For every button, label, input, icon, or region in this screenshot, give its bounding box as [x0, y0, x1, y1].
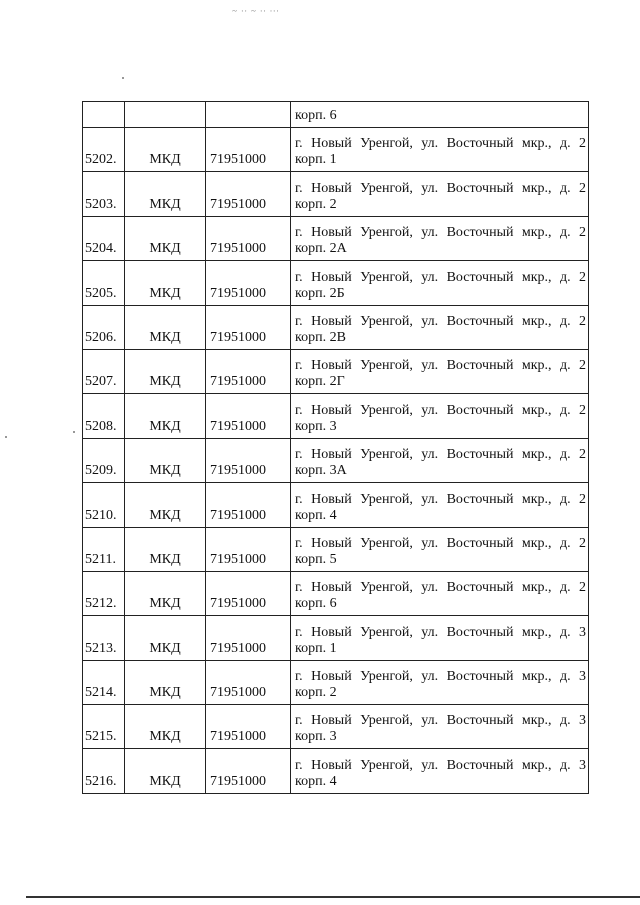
address-word: Уренгой, [360, 313, 413, 329]
address-word: ул. [421, 136, 439, 152]
oktmo-code-cell [206, 102, 291, 128]
table-row [83, 102, 589, 128]
address-word: Новый [311, 269, 352, 285]
oktmo-code-cell: 71951000 [206, 216, 291, 260]
address-continuation: корп. 6 [295, 108, 337, 123]
address-word: Восточный [446, 225, 514, 241]
table-row [83, 349, 589, 393]
row-number-cell: 5209. [83, 438, 125, 482]
address-word: г. [295, 313, 303, 329]
address-word: мкр., [521, 624, 552, 640]
address-word: Новый [311, 136, 352, 152]
address-word: д. [559, 669, 571, 685]
address-word: Новый [311, 580, 352, 596]
address-word: 2 [579, 269, 586, 285]
address-word: Уренгой, [360, 447, 413, 463]
address-line-1 [295, 669, 586, 685]
address-word: д. [559, 624, 571, 640]
address-word: Новый [311, 180, 352, 196]
address-word: Уренгой, [360, 580, 413, 596]
object-type-cell: МКД [125, 305, 206, 349]
object-type-cell: МКД [125, 527, 206, 571]
address-word: Новый [311, 713, 352, 729]
address-cell [291, 616, 589, 660]
object-type-cell: МКД [125, 749, 206, 793]
address-line-2: корп. 2В [295, 329, 346, 345]
address-line-2: корп. 1 [295, 640, 337, 656]
oktmo-code-cell: 71951000 [206, 349, 291, 393]
row-number-cell: 5207. [83, 349, 125, 393]
address-word: ул. [421, 669, 439, 685]
address-cell [291, 571, 589, 615]
address-word: г. [295, 535, 303, 551]
row-number-cell [83, 102, 125, 128]
address-word: Уренгой, [360, 269, 413, 285]
address-word: Восточный [446, 713, 514, 729]
table-row [83, 483, 589, 527]
oktmo-code-cell: 71951000 [206, 749, 291, 793]
address-word: ул. [421, 402, 439, 418]
address-cell [291, 216, 589, 260]
address-cell [291, 527, 589, 571]
address-word: Уренгой, [360, 757, 413, 773]
address-line-2: корп. 2Г [295, 374, 345, 390]
address-cell [291, 172, 589, 216]
scan-speck [122, 77, 124, 79]
address-word: Уренгой, [360, 535, 413, 551]
address-word: г. [295, 713, 303, 729]
oktmo-code-cell: 71951000 [206, 305, 291, 349]
address-word: г. [295, 180, 303, 196]
address-word: мкр., [521, 491, 552, 507]
address-word: Новый [311, 358, 352, 374]
table-row [83, 128, 589, 172]
row-number-cell: 5203. [83, 172, 125, 216]
address-word: д. [559, 225, 571, 241]
address-word: д. [559, 136, 571, 152]
address-word: мкр., [521, 580, 552, 596]
address-word: ул. [421, 447, 439, 463]
address-word: Уренгой, [360, 669, 413, 685]
address-word: 2 [579, 491, 586, 507]
address-line-2: корп. 2А [295, 241, 347, 257]
address-word: Новый [311, 447, 352, 463]
address-line-2: корп. 1 [295, 152, 337, 168]
address-word: 2 [579, 180, 586, 196]
address-word: д. [559, 180, 571, 196]
address-word: г. [295, 624, 303, 640]
address-cell [291, 349, 589, 393]
address-line-2: корп. 3 [295, 729, 337, 745]
address-word: Новый [311, 225, 352, 241]
address-line-1 [295, 181, 586, 197]
address-word: Уренгой, [360, 491, 413, 507]
object-type-cell: МКД [125, 483, 206, 527]
address-word: ул. [421, 491, 439, 507]
address-line-2: корп. 2Б [295, 285, 345, 301]
address-word: ул. [421, 180, 439, 196]
object-type-cell: МКД [125, 349, 206, 393]
registry-table [82, 101, 589, 794]
address-cell [291, 749, 589, 793]
address-word: г. [295, 358, 303, 374]
address-word: Восточный [446, 136, 514, 152]
address-line-1 [295, 758, 586, 774]
address-word: Восточный [446, 269, 514, 285]
address-word: мкр., [521, 713, 552, 729]
object-type-cell: МКД [125, 216, 206, 260]
object-type-cell: МКД [125, 261, 206, 305]
address-word: 2 [579, 402, 586, 418]
object-type-cell: МКД [125, 705, 206, 749]
address-word: 2 [579, 358, 586, 374]
address-word: мкр., [521, 225, 552, 241]
address-word: г. [295, 580, 303, 596]
address-line-1 [295, 447, 586, 463]
object-type-cell: МКД [125, 438, 206, 482]
address-cell [291, 438, 589, 482]
address-word: ул. [421, 535, 439, 551]
address-word: Восточный [446, 447, 514, 463]
address-word: Уренгой, [360, 358, 413, 374]
oktmo-code-cell: 71951000 [206, 483, 291, 527]
address-word: мкр., [521, 358, 552, 374]
address-word: Новый [311, 535, 352, 551]
table-row [83, 571, 589, 615]
address-word: Уренгой, [360, 136, 413, 152]
address-word: д. [559, 269, 571, 285]
address-word: Новый [311, 624, 352, 640]
address-word: мкр., [521, 402, 552, 418]
row-number-cell: 5211. [83, 527, 125, 571]
address-word: Уренгой, [360, 225, 413, 241]
oktmo-code-cell: 71951000 [206, 705, 291, 749]
address-word: д. [559, 713, 571, 729]
address-line-2: корп. 3 [295, 418, 337, 434]
address-word: д. [559, 757, 571, 773]
address-word: Уренгой, [360, 180, 413, 196]
address-word: Восточный [446, 313, 514, 329]
row-number-cell: 5206. [83, 305, 125, 349]
object-type-cell: МКД [125, 172, 206, 216]
address-word: ул. [421, 713, 439, 729]
address-word: ул. [421, 580, 439, 596]
address-line-2: корп. 2 [295, 685, 337, 701]
table-row [83, 438, 589, 482]
address-word: мкр., [521, 447, 552, 463]
row-number-cell: 5204. [83, 216, 125, 260]
table-row [83, 261, 589, 305]
scan-stamp-mark: ~ ·· ~ ·· ··· [232, 6, 280, 16]
address-line-1 [295, 713, 586, 729]
address-line-1 [295, 625, 586, 641]
address-word: г. [295, 757, 303, 773]
address-word: мкр., [521, 669, 552, 685]
address-word: г. [295, 669, 303, 685]
address-word: д. [559, 491, 571, 507]
address-word: 3 [579, 669, 586, 685]
oktmo-code-cell: 71951000 [206, 261, 291, 305]
row-number-cell: 5213. [83, 616, 125, 660]
address-line-1 [295, 270, 586, 286]
address-word: 2 [579, 447, 586, 463]
address-word: Уренгой, [360, 713, 413, 729]
address-word: Восточный [446, 624, 514, 640]
object-type-cell: МКД [125, 571, 206, 615]
address-word: Восточный [446, 580, 514, 596]
address-cell [291, 483, 589, 527]
address-word: 2 [579, 580, 586, 596]
address-word: Восточный [446, 669, 514, 685]
address-word: ул. [421, 624, 439, 640]
address-cell [291, 261, 589, 305]
address-word: ул. [421, 757, 439, 773]
address-word: мкр., [521, 269, 552, 285]
address-word: д. [559, 580, 571, 596]
address-word: г. [295, 402, 303, 418]
address-cell [291, 128, 589, 172]
address-line-1 [295, 492, 586, 508]
address-word: 3 [579, 757, 586, 773]
address-line-1 [295, 358, 586, 374]
address-line-2: корп. 2 [295, 196, 337, 212]
address-word: Новый [311, 669, 352, 685]
address-word: Восточный [446, 358, 514, 374]
row-number-cell: 5205. [83, 261, 125, 305]
object-type-cell: МКД [125, 394, 206, 438]
row-number-cell: 5216. [83, 749, 125, 793]
address-word: Восточный [446, 402, 514, 418]
address-word: Уренгой, [360, 624, 413, 640]
address-cell [291, 394, 589, 438]
address-line-1 [295, 314, 586, 330]
address-cell [291, 305, 589, 349]
address-word: д. [559, 447, 571, 463]
address-word: Новый [311, 491, 352, 507]
table-row [83, 305, 589, 349]
table-row [83, 527, 589, 571]
address-word: мкр., [521, 535, 552, 551]
address-word: Восточный [446, 757, 514, 773]
row-number-cell: 5208. [83, 394, 125, 438]
table-row [83, 749, 589, 793]
table-row [83, 705, 589, 749]
address-line-2: корп. 4 [295, 773, 337, 789]
oktmo-code-cell: 71951000 [206, 660, 291, 704]
address-word: ул. [421, 313, 439, 329]
address-cell [291, 660, 589, 704]
address-word: 2 [579, 313, 586, 329]
page-bottom-edge [26, 896, 640, 898]
address-word: 2 [579, 225, 586, 241]
address-cell [291, 705, 589, 749]
registry-table-body [83, 102, 589, 794]
scan-speck [5, 436, 7, 438]
address-line-2: корп. 3А [295, 463, 347, 479]
address-word: Восточный [446, 491, 514, 507]
address-word: д. [559, 402, 571, 418]
address-word: 3 [579, 713, 586, 729]
address-word: д. [559, 313, 571, 329]
oktmo-code-cell: 71951000 [206, 128, 291, 172]
row-number-cell: 5212. [83, 571, 125, 615]
address-word: 2 [579, 535, 586, 551]
address-word: мкр., [521, 136, 552, 152]
address-line-2: корп. 5 [295, 551, 337, 567]
address-line-1 [295, 580, 586, 596]
table-row [83, 660, 589, 704]
address-line-1 [295, 403, 586, 419]
address-line-1 [295, 536, 586, 552]
address-word: г. [295, 447, 303, 463]
table-row [83, 172, 589, 216]
address-word: г. [295, 136, 303, 152]
address-word: мкр., [521, 757, 552, 773]
oktmo-code-cell: 71951000 [206, 571, 291, 615]
address-line-1 [295, 225, 586, 241]
address-line-1 [295, 136, 586, 152]
row-number-cell: 5214. [83, 660, 125, 704]
address-word: г. [295, 269, 303, 285]
address-word: г. [295, 225, 303, 241]
row-number-cell: 5215. [83, 705, 125, 749]
address-word: Уренгой, [360, 402, 413, 418]
address-word: Новый [311, 313, 352, 329]
address-word: 2 [579, 136, 586, 152]
address-line-2: корп. 4 [295, 507, 337, 523]
address-word: Восточный [446, 535, 514, 551]
row-number-cell: 5210. [83, 483, 125, 527]
address-word: ул. [421, 358, 439, 374]
table-row [83, 216, 589, 260]
address-cell [291, 102, 589, 128]
address-word: г. [295, 491, 303, 507]
address-word: д. [559, 535, 571, 551]
address-word: мкр., [521, 313, 552, 329]
address-line-2: корп. 6 [295, 596, 337, 612]
scan-speck [73, 431, 75, 433]
address-word: Новый [311, 757, 352, 773]
table-row [83, 394, 589, 438]
object-type-cell: МКД [125, 616, 206, 660]
oktmo-code-cell: 71951000 [206, 616, 291, 660]
oktmo-code-cell: 71951000 [206, 172, 291, 216]
table-row [83, 616, 589, 660]
address-word: Новый [311, 402, 352, 418]
oktmo-code-cell: 71951000 [206, 394, 291, 438]
address-word: ул. [421, 225, 439, 241]
address-word: мкр., [521, 180, 552, 196]
object-type-cell: МКД [125, 128, 206, 172]
object-type-cell: МКД [125, 660, 206, 704]
address-word: д. [559, 358, 571, 374]
oktmo-code-cell: 71951000 [206, 438, 291, 482]
address-word: 3 [579, 624, 586, 640]
address-word: ул. [421, 269, 439, 285]
row-number-cell: 5202. [83, 128, 125, 172]
address-word: Восточный [446, 180, 514, 196]
oktmo-code-cell: 71951000 [206, 527, 291, 571]
object-type-cell [125, 102, 206, 128]
